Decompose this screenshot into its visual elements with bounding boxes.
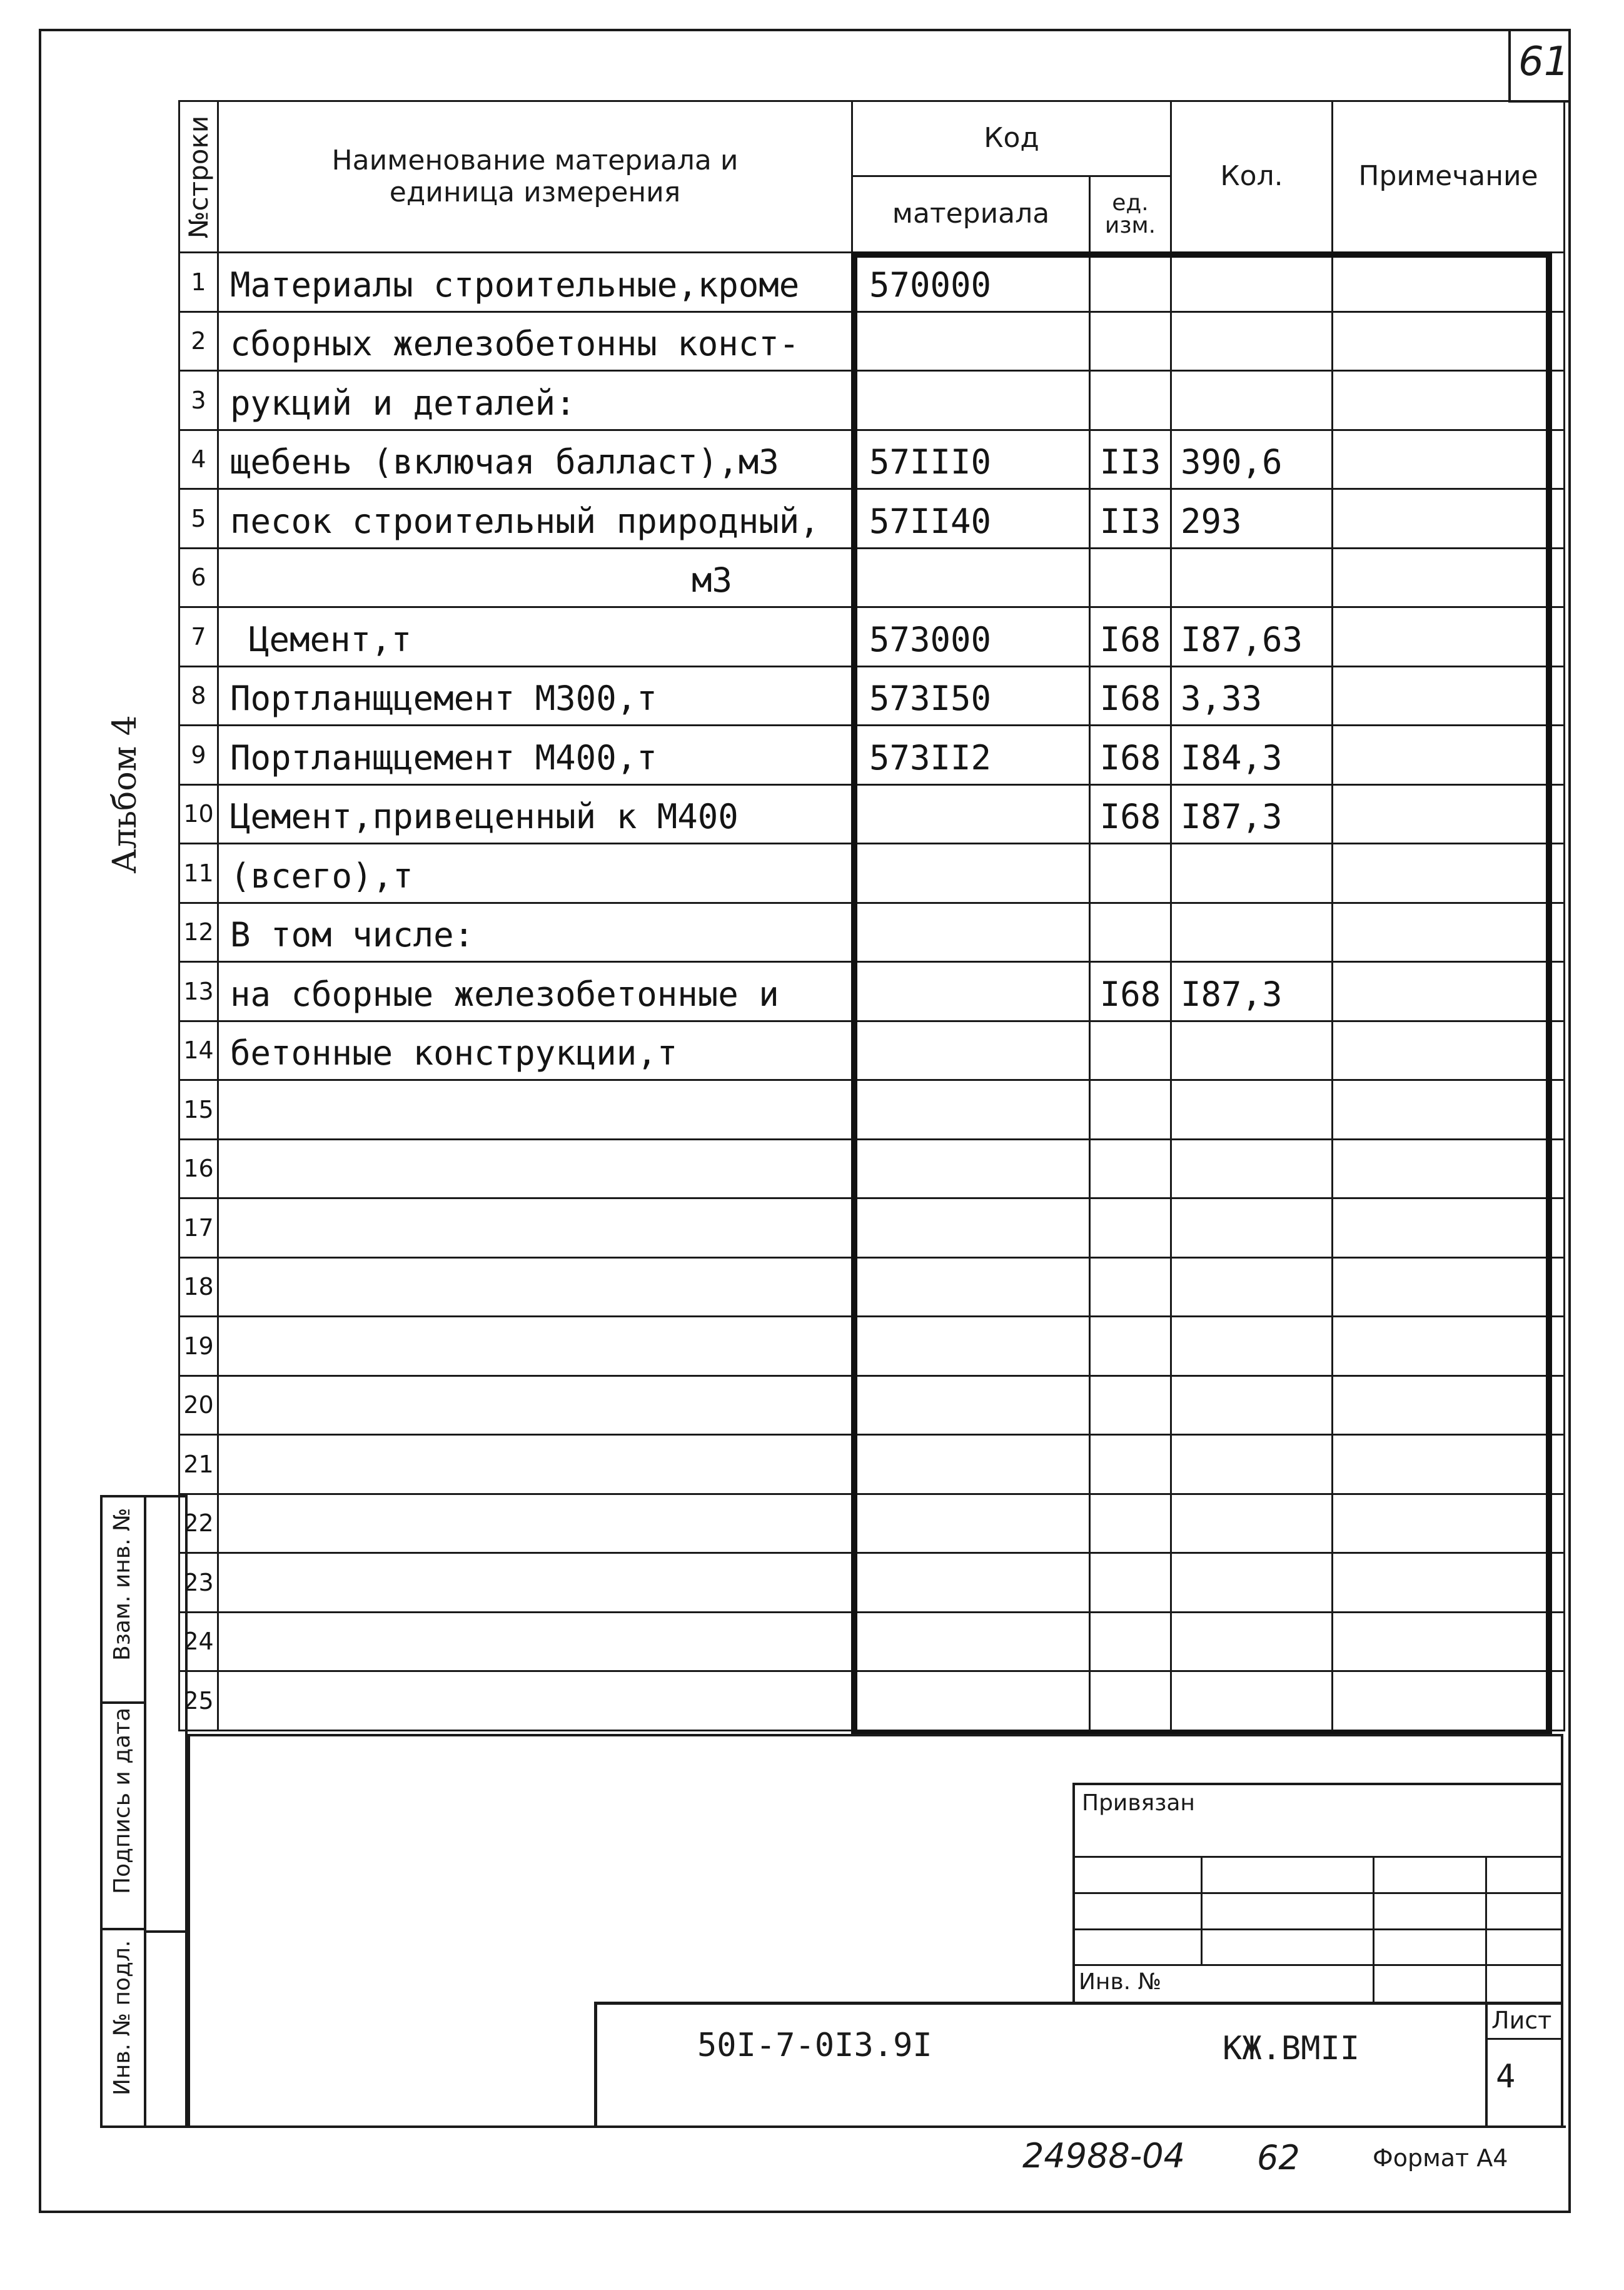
quantity-cell [1171,312,1333,371]
material-code-cell [852,1139,1090,1198]
quantity-cell [1171,1317,1333,1376]
note-cell [1333,726,1565,785]
table-row [179,1612,1565,1671]
unit-code-cell [1090,844,1171,903]
row-number-cell: 5 [179,489,218,549]
note-cell [1333,1317,1565,1376]
header-note: Примечание [1333,101,1565,253]
note-cell [1333,489,1565,549]
unit-code-cell [1090,371,1171,430]
note-cell [1333,1139,1565,1198]
row-number-cell: 4 [179,430,218,489]
header-code-material: материала [852,176,1090,253]
table-row [179,1553,1565,1613]
material-code-cell [852,312,1090,371]
material-code-cell: 570000 [852,253,1090,312]
unit-code-cell [1090,1257,1171,1317]
note-cell [1333,607,1565,667]
sheet-header-line [1485,2038,1563,2040]
row-number-cell: 12 [179,903,218,962]
note-cell [1333,962,1565,1021]
row-number-cell: 18 [179,1257,218,1317]
note-cell [1333,1435,1565,1494]
quantity-cell: I87,3 [1171,962,1333,1021]
material-code-cell [852,1317,1090,1376]
unit-code-cell: I68 [1090,666,1171,726]
material-name-cell [218,1553,852,1613]
note-cell [1333,312,1565,371]
table-row [179,726,1565,785]
privyazan-row-1 [1072,1856,1563,1858]
table-row [179,1198,1565,1258]
table-row [179,1139,1565,1198]
row-number-cell: 19 [179,1317,218,1376]
table-row [179,1494,1565,1553]
note-cell [1333,1671,1565,1731]
table-row [179,844,1565,903]
quantity-cell [1171,1080,1333,1140]
header-unit-line2: изм. [1104,212,1156,238]
note-cell [1333,844,1565,903]
row-number-cell: 15 [179,1080,218,1140]
note-cell [1333,903,1565,962]
unit-code-cell: I68 [1090,784,1171,844]
row-number-cell: 23 [179,1553,218,1613]
privyazan-col-2 [1373,1856,1374,2003]
note-cell [1333,430,1565,489]
stamp-left-line [594,2002,597,2127]
unit-code-cell [1090,1435,1171,1494]
material-name-cell [218,1317,852,1376]
table-row [179,1257,1565,1317]
table-row [179,430,1565,489]
row-number-cell: 8 [179,666,218,726]
material-name-cell: Цемент,привеценный к М400 [218,784,852,844]
header-name [218,101,852,253]
row-number-cell: 1 [179,253,218,312]
handwritten-number: 24988-04 [1022,2136,1185,2176]
material-name-cell: щебень (включая балласт),м3 [218,430,852,489]
header-qty: Кол. [1171,101,1333,253]
material-name-cell: песок строительный природный, [218,489,852,549]
table-row [179,312,1565,371]
sheet-col-line [1485,2002,1488,2127]
row-number-cell: 7 [179,607,218,667]
strip-divider [144,1930,188,1933]
quantity-cell [1171,1376,1333,1435]
privyazan-label: Привязан [1082,1790,1195,1816]
material-name-cell: Цемент,т [218,607,852,667]
material-name-cell [218,1376,852,1435]
table-row [179,1317,1565,1376]
quantity-cell [1171,1553,1333,1613]
unit-code-cell [1090,1080,1171,1140]
privyazan-top [1072,1783,1563,1785]
title-block-top-line [188,1734,1563,1736]
quantity-cell [1171,1612,1333,1671]
material-name-cell: В том числе: [218,903,852,962]
material-name-cell: рукций и деталей: [218,371,852,430]
sheet-number: 4 [1496,2058,1516,2095]
row-number-cell: 20 [179,1376,218,1435]
quantity-cell [1171,548,1333,607]
album-label: Альбом 4 [106,715,144,874]
material-code-cell [852,371,1090,430]
row-number-cell: 24 [179,1612,218,1671]
privyazan-col-3 [1485,1856,1487,2003]
material-code-cell [852,1198,1090,1258]
table-row [179,1435,1565,1494]
quantity-cell [1171,1494,1333,1553]
material-name-cell: (всего),т [218,844,852,903]
title-block-bottom-line [100,2125,1566,2128]
row-number-cell: 6 [179,548,218,607]
quantity-cell: 3,33 [1171,666,1333,726]
row-number-cell: 14 [179,1021,218,1080]
quantity-cell: I84,3 [1171,726,1333,785]
unit-code-cell [1090,548,1171,607]
material-code-cell: 573000 [852,607,1090,667]
material-code-cell [852,962,1090,1021]
unit-code-cell [1090,1317,1171,1376]
table-row [179,1376,1565,1435]
material-code-cell [852,1671,1090,1731]
material-name-cell: Материалы строительные,кроме [218,253,852,312]
quantity-cell [1171,1139,1333,1198]
podpis-data-label: Подпись и дата [109,1707,135,1894]
material-name-cell: сборных железобетонны конст- [218,312,852,371]
sheet-label: Лист [1491,2007,1552,2034]
table-row [179,784,1565,844]
privyazan-row-2 [1072,1892,1563,1894]
material-code-cell: 57II40 [852,489,1090,549]
quantity-cell [1171,1198,1333,1258]
quantity-cell [1171,371,1333,430]
header-code: Код [852,101,1171,176]
note-cell [1333,1553,1565,1613]
material-name-cell: Портланщцемент М400,т [218,726,852,785]
unit-code-cell [1090,253,1171,312]
table-row [179,903,1565,962]
unit-code-cell [1090,1553,1171,1613]
material-code-cell [852,903,1090,962]
note-cell [1333,1612,1565,1671]
note-cell [1333,1021,1565,1080]
material-name-cell [218,1435,852,1494]
materials-table [178,100,1565,1731]
privyazan-col-1 [1201,1856,1203,1964]
material-code-cell [852,1612,1090,1671]
material-code-cell [852,548,1090,607]
unit-code-cell: I68 [1090,607,1171,667]
unit-code-cell [1090,1494,1171,1553]
inv-podl-label: Инв. № подл. [109,1940,135,2095]
note-cell [1333,548,1565,607]
note-cell [1333,371,1565,430]
note-cell [1333,1494,1565,1553]
unit-code-cell: I68 [1090,726,1171,785]
row-number-cell: 10 [179,784,218,844]
note-cell [1333,1376,1565,1435]
table-row [179,607,1565,667]
row-number-cell: 13 [179,962,218,1021]
table-row [179,1080,1565,1140]
material-code-cell [852,844,1090,903]
material-name-cell [218,1612,852,1671]
quantity-cell [1171,253,1333,312]
material-name-cell [218,1671,852,1731]
note-cell [1333,1198,1565,1258]
row-number-cell: 25 [179,1671,218,1731]
quantity-cell [1171,1435,1333,1494]
table-row [179,371,1565,430]
stamp-top-line [594,2002,1563,2005]
quantity-cell: I87,63 [1171,607,1333,667]
title-block-left-line [188,1734,190,2128]
header-row-no: №строки [179,101,218,253]
row-number-cell: 2 [179,312,218,371]
material-name-cell [218,1139,852,1198]
unit-code-cell [1090,1198,1171,1258]
material-code-cell [852,1080,1090,1140]
material-name-cell [218,1080,852,1140]
header-name-line2: единица измерения [389,176,681,208]
quantity-cell [1171,1671,1333,1731]
material-name-cell [218,1257,852,1317]
unit-code-cell [1090,903,1171,962]
table-row [179,1021,1565,1080]
material-code-cell: 57III0 [852,430,1090,489]
note-cell [1333,1080,1565,1140]
note-cell [1333,666,1565,726]
row-number-cell: 16 [179,1139,218,1198]
material-code-cell [852,784,1090,844]
unit-code-cell [1090,1671,1171,1731]
header-name-line1: Наименование материала и [331,144,739,176]
material-code-cell [852,1435,1090,1494]
material-code-cell [852,1376,1090,1435]
unit-code-cell [1090,1376,1171,1435]
doc-code: 50I-7-0I3.9I [697,2027,932,2064]
inv-no-label: Инв. № [1079,1969,1162,1995]
material-name-cell [218,1198,852,1258]
table-row [179,489,1565,549]
format-label: Формат А4 [1373,2144,1508,2172]
material-code-cell [852,1257,1090,1317]
note-cell [1333,784,1565,844]
material-name-cell [218,1494,852,1553]
material-code-cell [852,1021,1090,1080]
table-row [179,666,1565,726]
doc-mark: КЖ.ВМII [1223,2030,1360,2067]
header-code-unit [1090,176,1171,253]
quantity-cell: 390,6 [1171,430,1333,489]
material-name-cell: м3 [218,548,852,607]
table-row [179,548,1565,607]
unit-code-cell [1090,1139,1171,1198]
header-unit-line1: ед. [1112,190,1149,216]
quantity-cell [1171,1021,1333,1080]
quantity-cell [1171,903,1333,962]
quantity-cell [1171,1257,1333,1317]
material-code-cell: 573I50 [852,666,1090,726]
quantity-cell: I87,3 [1171,784,1333,844]
page-number: 61 [1518,39,1570,85]
material-code-cell [852,1494,1090,1553]
material-name-cell: Портланщцемент М300,т [218,666,852,726]
material-code-cell: 573II2 [852,726,1090,785]
row-number-cell: 3 [179,371,218,430]
table-row [179,1671,1565,1731]
material-code-cell [852,1553,1090,1613]
quantity-cell [1171,844,1333,903]
material-name-cell: бетонные конструкции,т [218,1021,852,1080]
note-cell [1333,1257,1565,1317]
note-cell [1333,253,1565,312]
privyazan-row-4 [1072,1964,1563,1966]
row-number-cell: 11 [179,844,218,903]
material-name-cell: на сборные железобетонные и [218,962,852,1021]
vzam-inv-label: Взам. инв. № [109,1507,135,1661]
table-row [179,962,1565,1021]
handwritten-page: 62 [1257,2138,1300,2177]
unit-code-cell [1090,1021,1171,1080]
row-number-cell: 21 [179,1435,218,1494]
quantity-cell: 293 [1171,489,1333,549]
unit-code-cell [1090,312,1171,371]
privyazan-row-3 [1072,1928,1563,1930]
unit-code-cell: II3 [1090,430,1171,489]
unit-code-cell: II3 [1090,489,1171,549]
table-row [179,253,1565,312]
unit-code-cell: I68 [1090,962,1171,1021]
row-number-cell: 17 [179,1198,218,1258]
unit-code-cell [1090,1612,1171,1671]
row-number-cell: 9 [179,726,218,785]
row-number-cell: 22 [179,1494,218,1553]
title-block-right-line [1561,1734,1563,2128]
